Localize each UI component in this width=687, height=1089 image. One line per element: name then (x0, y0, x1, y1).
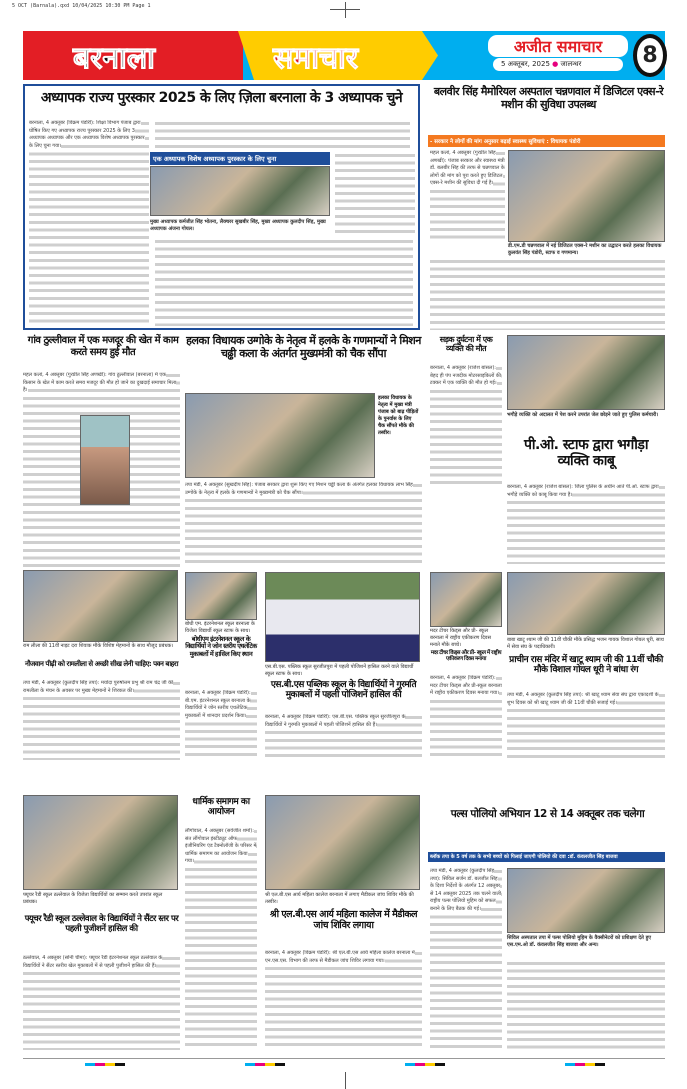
polio-text (430, 868, 502, 1050)
teachers-photos (150, 166, 330, 216)
cheque-text-lead: तपा मंडी, 4 अक्तूबर (सुखदीप सिंह): पंजाब सरकार द्वारा शुरू किए गए मिशन चढ्ढी कला के अंतर्गत हलका विधायक लाभ सिंह उग्गोके के नेतृत्व में हलके के गणमान्यों ने मुख्यमंत्री को चैक सौंपा। (185, 482, 413, 496)
bodhi-photo (185, 572, 257, 620)
sbs-photo (265, 572, 420, 662)
color-registration-bar (405, 1063, 445, 1066)
future-text-lead: ठल्लेवाल, 4 अक्तूबर (सोनी चीमा): फ्यूचर रैडी इंटरनेशनल स्कूल ठल्लेवाल के विद्यार्थियों ने सैंटर स्तरीय खेल मुकाबलों में से पहली पुजीशनें हासिल की हैं। (23, 955, 163, 969)
inset-headline: एक अध्यापक विशेष अध्यापक पुरस्कार के लिए चुना (150, 152, 330, 165)
accident-text-lead: बरनाला, 4 अक्तूबर (राजेश बांसल): बेहद ही पंप नजदीक मोटरसाइकिलों की टक्कर में एक व्यक्ति की मौत हो गई। (430, 365, 501, 387)
dharmik-text (185, 828, 257, 1050)
ramlila-text (23, 680, 180, 760)
mother-text-lead: बरनाला, 4 अक्तूबर (विक्रम पंडोरी): मदर टीचर किड्स और प्री-स्कूल बरनाला में राष्ट्रीय एकीकरण दिवस मनाया गया। (430, 675, 502, 697)
polio-subheadline: ब्लॉक तपा के 5 वर्ष तक के सभी बच्चों को पिलाई जाएगी पोलियो की दवा :डॉ. कंवलजीत सिंह बाजवा (428, 852, 665, 862)
mother-text (430, 675, 502, 760)
lead-text-lead: बरनाला, 4 अक्तूबर (विक्रम पंडोरी): शिक्षा विभाग पंजाब द्वारा घोषित किए गए अध्यापक राज्य पुरस्कार 2025 के लिए 3 अध्यापक अध्यापक और एक अध्यापक विशेष अध्यापक पुरस्कार के लिए चुना गया। (29, 120, 145, 149)
bodhi-text-lead: बरनाला, 4 अक्तूबर (विक्रम पंडोरी): बी.एम. इंटरनेशनल स्कूल बरनाला के विद्यार्थियों ने जोन स्तरीय एथलेटिक मुकाबलों में शानदार प्रदर्शन किया। (185, 690, 251, 719)
date-pill (493, 58, 623, 71)
polio-photo (507, 868, 665, 933)
polio-headline: पल्स पोलियो अभियान 12 से 14 अक्तूबर तक चलेगा (450, 808, 645, 820)
cheque-photo (185, 393, 375, 478)
lead-text-col (335, 152, 415, 237)
color-registration-bar (245, 1063, 285, 1066)
laborer-text-lead: महल कलां, 4 अक्तूबर (गुरप्रीत सिंह अणखी): गांव ठुल्लीवाल (बरनाला) में एक किसान के खेत में काम करते समय मजदूर की मौत हो जाने का दुखदाई समाचार मिला है। (23, 372, 177, 394)
footer-rule (23, 1058, 665, 1059)
bodhi-text (185, 690, 257, 760)
khatu-caption: बाबा खाटू श्याम जी की 11वीं चौकी मौके प्रसिद्ध भजन गायक विशाल गोयल धूरी, साथ में सेवा संघ के पदाधिकारी। (507, 637, 664, 650)
lead-headline: अध्यापक राज्य पुरस्कार 2025 के लिए ज़िला बरनाला के 3 अध्यापक चुने (40, 90, 403, 106)
masthead-title-right: समाचार (273, 41, 359, 76)
sbs-text (265, 714, 422, 760)
crop-mark (345, 1072, 346, 1089)
xray-text-lead: महल कलां, 4 अक्तूबर (गुरप्रीत सिंह अणखी): पंजाब सरकार और स्वास्थ्य मंत्री डॉ. बलबीर सिंह की तरफ से चन्नणवाल के लोगों की मांग को पूरा करते हुए डिजिटल एक्स-रे मशीन की सुविधा दी गई है। (430, 150, 505, 187)
po-headline: पी.ओ. स्टाफ द्वारा भगौड़ा व्यक्ति काबू (523, 437, 649, 470)
po-text (507, 484, 665, 564)
khatu-text-lead: तपा मंडी, 4 अक्तूबर (कुलदीप सिंह तपा): श्री खाटू श्याम सेवा संघ द्वारा एकादशी के शुभ दिवस को श्री खाटू श्याम जी की 11वीं चौकी सजाई गई। (507, 692, 659, 706)
accident-headline: सड़क दुर्घटना में एक व्यक्ति की मौत (439, 335, 493, 354)
medical-caption: श्री एल.बी.एस आर्य महिला कालेज बरनाला में लगाए मैडीकल जांच शिविर मौके की तस्वीर। (265, 892, 414, 905)
ramlila-photo (23, 570, 178, 642)
sbs-caption: एस.बी.एस. पब्लिक स्कूल सुरजीतपुरा में पहली पोजिशनें हासिल करने वाले विद्यार्थी स्कूल स्टाफ के साथ। (265, 664, 414, 677)
xray-text (430, 150, 505, 242)
polio-text-lead: तपा मंडी, 4 अक्तूबर (कुलदीप सिंह तपा): सिविल सर्जन डॉ. बलजीत सिंह के दिशा निर्देशों के अंतर्गत 12 अक्तूबर से 14 अक्तूबर 2025 तक चलने वाली राष्ट्रीय पल्स पोलियो मुहिम को सफल बनाने के लिए बैठक की गई। (430, 868, 502, 912)
sbs-text-lead: बरनाला, 4 अक्तूबर (विक्रम पंडोरी): एस.बी.एस. पब्लिक स्कूल सुरजीतपुरा के विद्यार्थियों ने गुरमति मुकाबलों में पहली पोजिशनें हासिल की हैं। (265, 714, 406, 728)
masthead-title-left: बरनाला (73, 41, 155, 76)
color-registration-bar (565, 1063, 605, 1066)
city: जालन्धर (560, 60, 582, 68)
dharmik-text-lead: लौंगोवाल, 4 अक्तूबर (सर्वजीत शर्मा): संत लौंगोवाल इंस्टीट्यूट ऑफ इंजीनियरिंग एंड टैक्नोलॉजी के परिसर में धार्मिक समागम का आयोजन किया गया। (185, 828, 257, 865)
lead-caption: मुख्य अध्यापक कर्मजीत सिंह भोतना, लैक्चरर सुखबीर सिंह, मुख्य अध्यापक कुलदीप सिंह, मुख्य अध्यापक अंजना गोयल। (150, 219, 326, 232)
bodhi-caption: बोधी एम. इंटरनेशनल स्कूल बरनाला के विजेता विद्यार्थी स्कूल स्टाफ के साथ। (185, 621, 255, 634)
cheque-text (185, 482, 422, 567)
lead-article (23, 84, 420, 330)
polio-text-col (507, 960, 665, 1050)
bodhi-headline: बोधीएम इंटरनेशनल स्कूल के विद्यार्थियों ने जोन स्तरीय एथलेटिक मुकाबलों में हासिल किए स्थान (185, 635, 257, 658)
color-registration-bar (85, 1063, 125, 1066)
future-photo (23, 795, 178, 890)
khatu-text (507, 692, 665, 760)
print-slug: 5 OCT (Barnala).qxd 10/04/2025 10:30 PM Page 1 (12, 3, 151, 9)
xray-caption: डी.एम.डी चन्नणवाल में नई डिजिटल एक्स-रे मशीन का उद्घाटन करते हलका विधायक कुलवंत सिंह पंडोरी, स्टाफ व गणमान्य। (508, 243, 662, 256)
crop-mark (345, 2, 346, 18)
future-text (23, 955, 180, 1050)
medical-headline: श्री एल.बी.एस आर्य महिला कालेज में मैडीकल जांच शिविर लगाया (269, 909, 418, 931)
po-caption: भगौड़े व्यक्ति को अदालत में पेश करने उपरांत जेल छोड़ने जाते हुए पुलिस कर्मचारी। (507, 412, 659, 418)
bullet-icon: ● (552, 60, 559, 68)
ramlila-headline: नौजवान पीढ़ी को रामलीला से अच्छी सीख लेनी चाहिए: पवन बाहरा (24, 660, 179, 668)
mother-headline: मदर टीचर किड्स और प्री- स्कूल में राष्ट्रीय एकीकरण दिवस मनाया (430, 650, 502, 663)
lead-text-col (155, 238, 413, 326)
masthead (23, 31, 665, 80)
laborer-headline: गांव ठुल्लीवाल में एक मजदूर की खेत में काम करते समय हुई मौत (27, 335, 179, 358)
lead-text-col (155, 120, 410, 148)
accident-text (430, 365, 502, 485)
ramlila-text-lead: तपा मंडी, 4 अक्तूबर (कुलदीप सिंह तपा): मर्यादा पुरुषोत्तम प्रभु श्री राम चंद्र जी की रामलीला के मंचन के अवसर पर मुख्य मेहमानों ने शिरकत की। (23, 680, 174, 694)
laborer-photo (80, 415, 130, 505)
future-headline: फ्यूचर रैडी स्कूल ठल्लेवाल के विद्यार्थियों ने सैंटर स्तर पर पहली पुजीशनें हासिल की (24, 914, 179, 934)
ramlila-caption: राम लीला की 11वीं नाइट दरा शिवाक मौके विशिष्ट मेहमानों के साथ मौजूद प्रबंधक। (23, 643, 174, 649)
po-photo (507, 335, 665, 410)
sbs-headline: एस.बी.एस पब्लिक स्कूल के विद्यार्थियों ने गुरमति मुकाबलों में पहली पोजिशनें हासिल की (270, 680, 417, 701)
xray-text-col (430, 258, 665, 330)
dharmik-headline: धार्मिक समागम का आयोजन (192, 797, 250, 818)
medical-text (265, 950, 422, 1050)
xray-headline: बलवीर सिंह मैमोरियल अस्पताल चन्नणवाल में डिजिटल एक्स-रे मशीन की सुविधा उपलब्ध (433, 85, 664, 111)
mother-caption: मदर टीचर किड्स और प्री- स्कूल बरनाला में राष्ट्रीय एकीकरण दिवस मनाते मौके बच्चे। (430, 628, 491, 648)
xray-subheadline: - सरकार ने लोगों की मांग अनुसार बढ़ाई स्वास्थ्य सुविधाएं : विधायक पंडोरी (428, 135, 665, 147)
polio-caption: सिविल अस्पताल तपा में पल्स पोलियो मुहिम के वैक्सीनेटरों को प्रशिक्षण देते हुए एस.एम.ओ डॉ. कंवलजीत सिंह बाजवा और अन्य। (507, 935, 652, 948)
cheque-caption: हलका विधायक के नेतृत्व में मुख्य मंत्री पंजाब को बाढ़ पीड़ितों के पुनर्वास के लिए चैक सौंपते मौके की तस्वीर। (378, 395, 419, 436)
future-caption: फ्यूचर रैडी स्कूल ठल्लेवाल के विजेता विद्यार्थियों का सम्मान करते उपरांत स्कूल प्रबंधक। (23, 892, 163, 905)
mother-photo (430, 572, 502, 627)
khatu-headline: प्राचीन रास मंदिर में खाटू श्याम जी की 11वीं चौकी मौके विशाल गोयल धूरी ने बांधा रंग (509, 655, 663, 676)
medical-photo (265, 795, 420, 890)
xray-photo (508, 150, 665, 242)
khatu-photo (507, 572, 665, 635)
medical-text-lead: बरनाला, 4 अक्तूबर (विक्रम पंडोरी): श्री एल.बी.एस आर्य महिला कालेज बरनाला में एन.एस.एस. विभाग की तरफ से मैडीकल जांच शिविर लगाया गया। (265, 950, 415, 964)
cheque-headline: हलका विधायक उग्गोके के नेतृत्व में हलके के गणमान्यों ने मिशन चढ्ढी कला के अंतर्गत मुख्यमंत्री को चैक सौंपा (186, 334, 421, 360)
page-number: 8 (633, 34, 667, 77)
lead-text (29, 120, 149, 325)
paper-name: अजीत समाचार (488, 35, 628, 57)
po-text-lead: बरनाला, 4 अक्तूबर (राजेश बांसल): जिला पुलिस के अधीन आते पी.ओ. स्टाफ द्वारा भगौड़े व्यक्ति को काबू किया गया है। (507, 484, 659, 498)
crop-mark (330, 9, 360, 10)
date: 5 अक्तूबर, 2025 (501, 60, 550, 68)
